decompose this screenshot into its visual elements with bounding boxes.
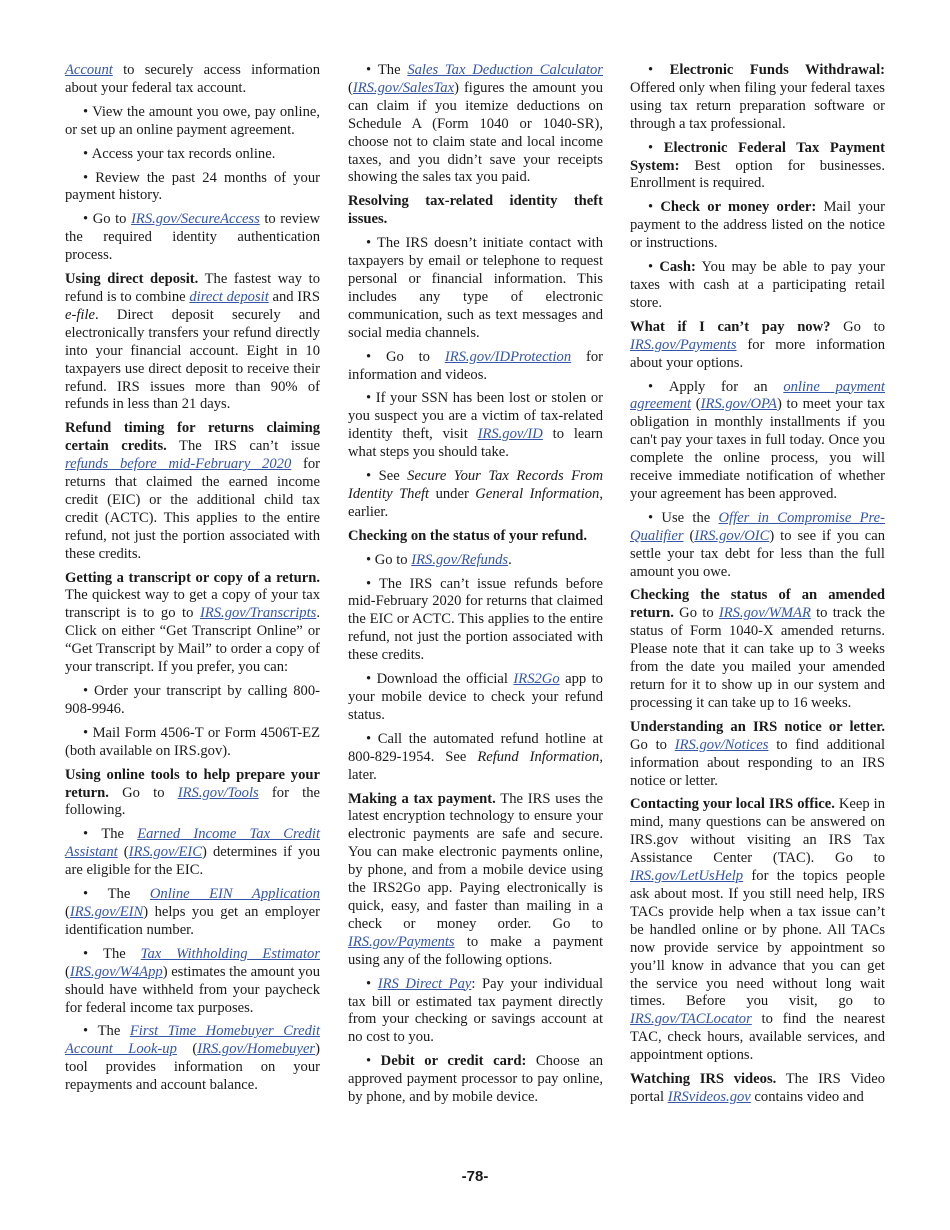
bullet-secure-access: • Go to IRS.gov/SecureAccess to review the required identity authentication process. (65, 211, 320, 265)
link-tac-locator[interactable]: IRS.gov/TACLocator (630, 1011, 752, 1028)
bullet-irs2go: • Download the official IRS2Go app to your mobile device to check your refund status. (348, 671, 603, 725)
link-ein[interactable]: IRS.gov/EIN (69, 903, 144, 920)
link-ein-application[interactable]: Online EIN Application (149, 886, 320, 903)
link-id[interactable]: IRS.gov/ID (477, 426, 543, 443)
heading-amended-return: Checking the status of an amended return. (630, 587, 885, 622)
bullet-refunds-mid-february: • The IRS can’t issue refunds before mid-February 2020 for returns that claimed the EIC or ACTC. This applies to the entire refund, not just the portion associated with these credits. (348, 576, 603, 666)
link-let-us-help[interactable]: IRS.gov/LetUsHelp (630, 868, 744, 885)
heading-refund-timing: Refund timing for returns claiming certain credits. (65, 420, 320, 455)
heading-cant-pay: What if I can’t pay now? (630, 318, 831, 335)
link-secure-access[interactable]: IRS.gov/SecureAccess (131, 211, 260, 228)
heading-direct-deposit: Using direct deposit. (65, 271, 199, 288)
paragraph-notice-letter: Understanding an IRS notice or letter. Go to IRS.gov/Notices to find additional information about responding to an IRS notice or letter. (630, 718, 886, 789)
bullet-refund-hotline: • Call the automated refund hotline at 800-829-1954. See Refund Information, later. (348, 731, 603, 785)
link-oic-prequalifier[interactable]: Offer in Compromise Pre-Qualifier (630, 509, 885, 544)
bullet-ssn-lost: • If your SSN has been lost or stolen or you suspect you are a victim of tax-related identity theft, visit IRS.gov/ID to learn what steps you should take. (348, 390, 603, 462)
link-irs-videos[interactable]: IRSvideos.gov (667, 1088, 751, 1105)
link-opa[interactable]: IRS.gov/OPA (700, 396, 777, 413)
bullet-debit-credit-card: • Debit or credit card: Choose an approved payment processor to pay online, by phone, and by mobile device. (348, 1053, 603, 1107)
link-tools[interactable]: IRS.gov/Tools (177, 784, 259, 801)
bullet-payment-agreement: • Apply for an online payment agreement (IRS.gov/OPA) to meet your tax obligation in monthly installments if you can't pay your taxes in full today. Once you complete the online process, you will receive immediate notification of whether your agreement has been approved. (630, 379, 885, 504)
paragraph-amended-return: Checking the status of an amended return. Go to IRS.gov/WMAR to track the status of Form 1040-X amended returns. Please note that it can take up to 3 weeks from the date you mailed your amended return for it to show up in our system and processing it can take up to 16 weeks. (630, 587, 885, 711)
heading-refund-status: Checking on the status of your refund. (348, 527, 588, 544)
bullet-access-records: • Access your tax records online. (65, 146, 320, 164)
column-2 (348, 62, 603, 1113)
bullet-view-amount: • View the amount you owe, pay online, or set up an online payment agreement. (65, 104, 320, 140)
paragraph-cant-pay: What if I can’t pay now? Go to IRS.gov/Payments for more information about your options. (630, 318, 886, 371)
bullet-withholding-estimator: • The Tax Withholding Estimator (IRS.gov/W4App) estimates the amount you should have withheld from your paycheck for federal income tax purposes. (65, 946, 320, 1018)
link-transcripts[interactable]: IRS.gov/Transcripts (199, 605, 317, 622)
link-sales-tax-calculator[interactable]: Sales Tax Deduction Calculator (407, 62, 603, 78)
link-w4app[interactable]: IRS.gov/W4App (69, 963, 163, 980)
heading-identity-theft: Resolving tax-related identity theft issues. (348, 193, 603, 228)
link-id-protection[interactable]: IRS.gov/IDProtection (444, 348, 572, 365)
column-3 (630, 62, 885, 1113)
link-homebuyer[interactable]: IRS.gov/Homebuyer (197, 1041, 316, 1058)
bullet-mail-form: • Mail Form 4506-T or Form 4506T-EZ (both available on IRS.gov). (65, 725, 320, 761)
link-notices[interactable]: IRS.gov/Notices (674, 736, 769, 753)
link-refunds[interactable]: IRS.gov/Refunds (411, 551, 509, 568)
link-account[interactable]: Account (65, 62, 113, 78)
link-refunds-mid-february[interactable]: refunds before mid-February 2020 (65, 456, 292, 473)
bullet-refunds-link: • Go to IRS.gov/Refunds. (348, 552, 603, 570)
link-direct-pay[interactable]: IRS Direct Pay (377, 975, 472, 992)
link-withholding-estimator[interactable]: Tax Withholding Estimator (140, 945, 320, 962)
heading-irs-videos: Watching IRS videos. (630, 1071, 777, 1088)
bullet-eftps: • Electronic Federal Tax Payment System: Best option for businesses. Enrollment is required. (630, 140, 885, 194)
bullet-check-money-order: • Check or money order: Mail your payment to the address listed on the notice or instructions. (630, 199, 885, 253)
link-wmar[interactable]: IRS.gov/WMAR (718, 605, 811, 622)
link-payments-options[interactable]: IRS.gov/Payments (630, 336, 737, 353)
paragraph-irs-videos: Watching IRS videos. The IRS Video portal IRSvideos.gov contains video and (630, 1071, 885, 1105)
bullet-irs-contact: • The IRS doesn’t initiate contact with taxpayers by email or telephone to request personal or financial information. This includes any type of electronic communication, such as text messages and social media channels. (348, 235, 603, 342)
bullet-sales-tax-calculator: • The Sales Tax Deduction Calculator (IRS.gov/SalesTax) figures the amount you can claim if you itemize deductions on Schedule A (Form 1040 or 1040-SR), choose not to claim state and local income taxes, and you didn’t save your receipts showing the sales tax you paid. (348, 62, 603, 187)
bullet-homebuyer-lookup: • The First Time Homebuyer Credit Account Look-up (IRS.gov/Homebuyer) tool provides information on your repayments and account balance. (65, 1023, 320, 1095)
bullet-review-history: • Review the past 24 months of your payment history. (65, 170, 320, 206)
bullet-ein-application: • The Online EIN Application (IRS.gov/EIN) helps you get an employer identification number. (65, 886, 320, 940)
paragraph-account: Account to securely access information about your federal tax account. (65, 62, 320, 96)
link-eitc-assistant[interactable]: Earned Income Tax Credit Assistant (65, 826, 320, 861)
link-homebuyer-lookup[interactable]: First Time Homebuyer Credit Account Look-up (65, 1023, 321, 1058)
bullet-order-transcript: • Order your transcript by calling 800-908-9946. (65, 683, 320, 719)
heading-notice-letter: Understanding an IRS notice or letter. (630, 718, 885, 735)
link-eic[interactable]: IRS.gov/EIC (128, 844, 203, 861)
link-irs2go[interactable]: IRS2Go (513, 671, 560, 688)
link-payments[interactable]: IRS.gov/Payments (348, 933, 455, 950)
paragraph-online-tools: Using online tools to help prepare your return. Go to IRS.gov/Tools for the following. (65, 766, 320, 819)
paragraph-transcript: Getting a transcript or copy of a return. The quickest way to get a copy of your tax transcript is to go to IRS.gov/Transcripts. Click on either “Get Transcript Online” or “Get Transcript by Mail” to order a copy of your transcript. If you prefer, you can: (65, 569, 320, 676)
heading-online-tools: Using online tools to help prepare your return. (65, 766, 320, 801)
paragraph-local-office: Contacting your local IRS office. Keep in mind, many questions can be answered on IRS.gov without visiting an IRS Tax Assistance Center (TAC). Go to IRS.gov/LetUsHelp for the topics people ask about most. If you still need help, IRS TACs provide help when a tax issue can’t be handled online or by phone. All TACs now provide service by appointment so you’ll know in advance that you can get the service you need without long wait times. Before you visit, go to IRS.gov/TACLocator to find the nearest TAC, check hours, available services, and appointment options. (630, 796, 885, 1064)
heading-tax-payment: Making a tax payment. (348, 790, 496, 807)
bullet-eitc-assistant: • The Earned Income Tax Credit Assistant (IRS.gov/EIC) determines if you are eligible for the EIC. (65, 826, 320, 880)
link-sales-tax[interactable]: IRS.gov/SalesTax (352, 79, 455, 96)
link-oic[interactable]: IRS.gov/OIC (694, 527, 770, 544)
bullet-offer-in-compromise: • Use the Offer in Compromise Pre-Qualifier (IRS.gov/OIC) to see if you can settle your tax debt for less than the full amount you owe. (630, 510, 885, 582)
bullet-see-secure-records: • See Secure Your Tax Records From Identity Theft under General Information, earlier. (348, 468, 603, 522)
page-number: -78- (461, 1168, 489, 1185)
paragraph-refund-timing: Refund timing for returns claiming certain credits. The IRS can’t issue refunds before mid-February 2020 for returns that claimed the earned income credit (EIC) or the additional child tax credit (ACTC). This applies to the entire refund, not just the portion associated with these credits. (65, 420, 321, 562)
bullet-funds-withdrawal: • Electronic Funds Withdrawal: Offered only when filing your federal taxes using tax return preparation software or through a tax professional. (630, 62, 885, 134)
heading-local-office: Contacting your local IRS office. (630, 796, 835, 813)
bullet-cash: • Cash: You may be able to pay your taxes with cash at a participating retail store. (630, 259, 885, 313)
paragraph-direct-deposit: Using direct deposit. The fastest way to refund is to combine direct deposit and IRS e-file. Direct deposit securely and electronically transfers your refund directly into your financial account. Eight in 10 taxpayers use direct deposit to receive their refund. IRS issues more than 90% of refunds in less than 21 days. (65, 271, 320, 413)
paragraph-tax-payment: Making a tax payment. The IRS uses the latest encryption technology to ensure your electronic payments are safe and secure. You can make electronic payments online, by phone, and from a mobile device using the IRS2Go app. Paying electronically is quick, easy, and faster than mailing in a check or money order. Go to IRS.gov/Payments to make a payment using any of the following options. (348, 790, 603, 968)
link-direct-deposit[interactable]: direct deposit (189, 288, 269, 305)
bullet-id-protection: • Go to IRS.gov/IDProtection for information and videos. (348, 349, 603, 385)
bullet-direct-pay: • IRS Direct Pay: Pay your individual tax bill or estimated tax payment directly from your checking or savings account at no cost to you. (348, 976, 603, 1048)
link-online-payment-agreement[interactable]: online payment agreement (630, 378, 885, 413)
heading-transcript: Getting a transcript or copy of a return. (65, 569, 320, 586)
column-1 (65, 62, 320, 1101)
